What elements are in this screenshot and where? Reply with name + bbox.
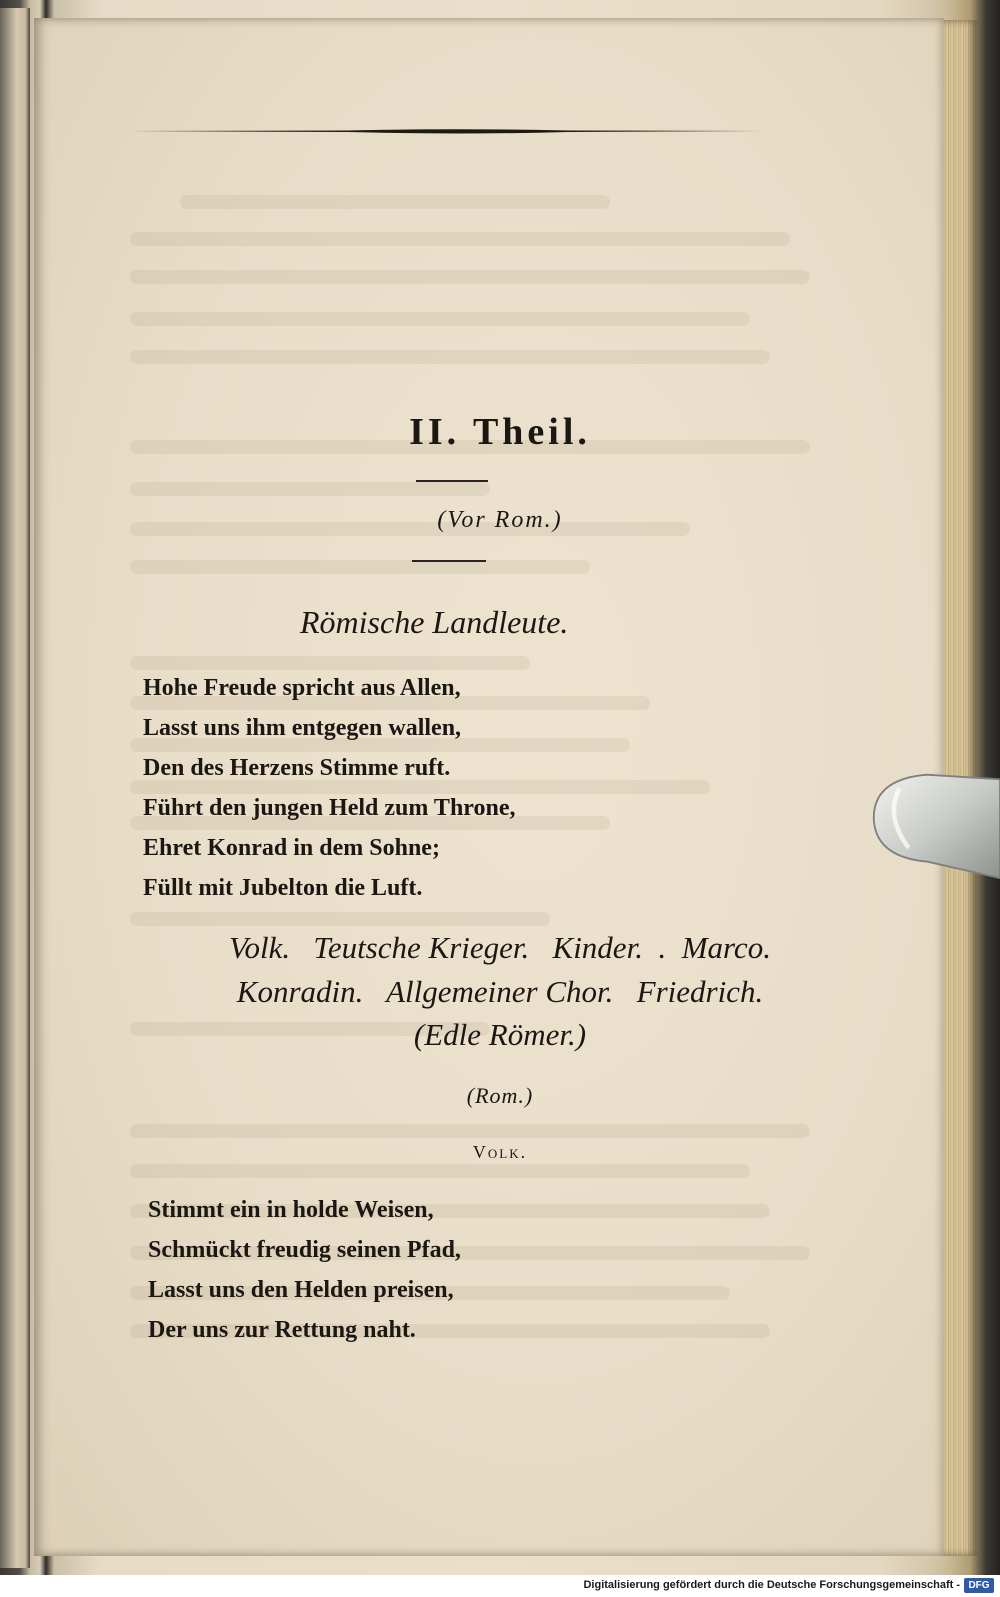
- verse-line: Füllt mit Jubelton die Luft.: [143, 875, 423, 901]
- page-holder-clip: [872, 765, 1000, 885]
- verse-line: Ehret Konrad in dem Sohne;: [143, 835, 440, 861]
- verse-line: Lasst uns ihm entgegen wallen,: [143, 715, 462, 741]
- heading-divider: [416, 480, 488, 482]
- left-page-edge: [0, 8, 30, 1568]
- funding-credit: Digitalisierung gefördert durch die Deutsche Forschungsgemeinschaft -: [583, 1579, 960, 1591]
- speaker-label: Volk.: [472, 1142, 528, 1162]
- cast-line: Konradin. Allgemeiner Chor. Friedrich.: [236, 974, 764, 1009]
- verse-line: Der uns zur Rettung naht.: [148, 1317, 416, 1343]
- location-note: (Rom.): [466, 1083, 534, 1108]
- footer-bar: [0, 1575, 1000, 1597]
- verse-line: Den des Herzens Stimme ruft.: [143, 755, 451, 781]
- verse-line: Lasst uns den Helden preisen,: [148, 1277, 454, 1303]
- dfg-logo: DFG: [964, 1578, 994, 1593]
- header-ornament-rule: [128, 126, 768, 136]
- verse-line: Schmückt freudig seinen Pfad,: [148, 1237, 461, 1263]
- subtitle-divider: [412, 560, 486, 562]
- cast-line: Volk. Teutsche Krieger. Kinder. . Marco.: [229, 930, 771, 965]
- scene-subtitle: (Vor Rom.): [437, 507, 563, 533]
- speaker-heading: Römische Landleute.: [300, 604, 569, 640]
- verse-line: Hohe Freude spricht aus Allen,: [143, 675, 461, 701]
- verse-line: Führt den jungen Held zum Throne,: [143, 795, 516, 821]
- verse-stanza-2: [148, 1190, 461, 1350]
- cast-line: (Edle Römer.): [413, 1017, 587, 1052]
- verse-line: Stimmt ein in holde Weisen,: [148, 1197, 434, 1223]
- section-heading: II. Theil.: [409, 411, 591, 453]
- verse-stanza-1: [143, 668, 516, 908]
